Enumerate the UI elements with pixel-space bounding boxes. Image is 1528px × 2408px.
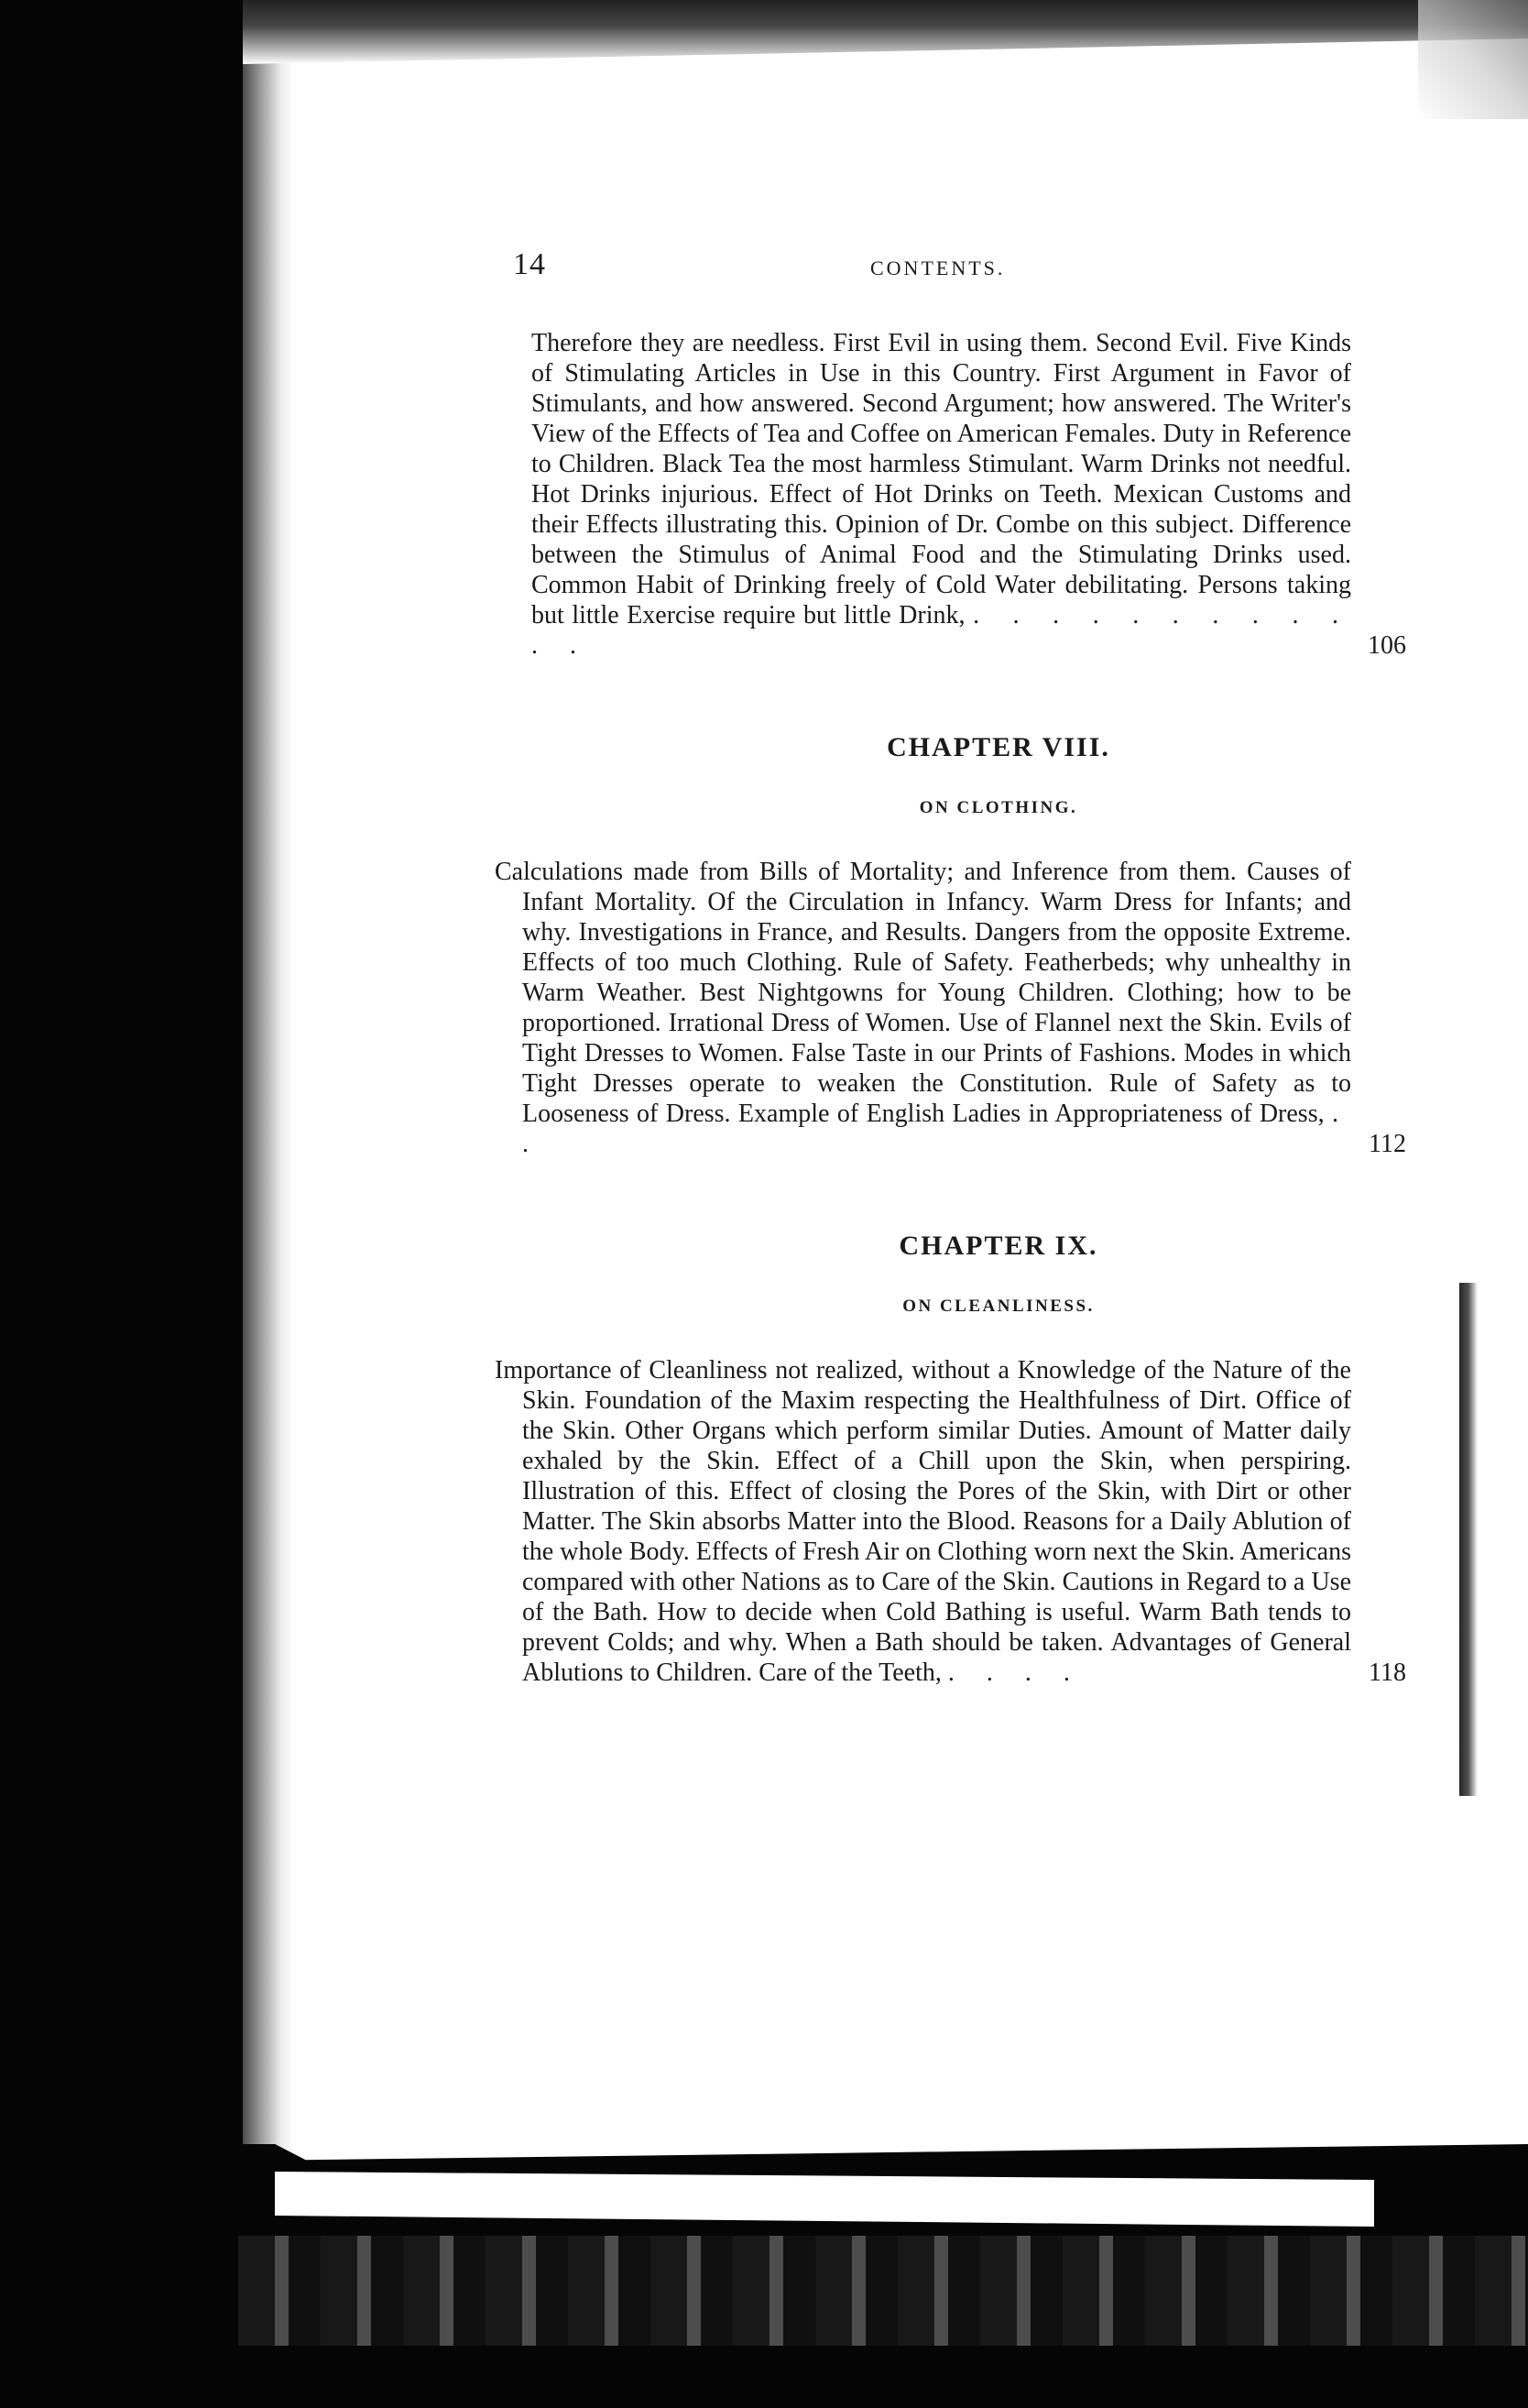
page-number: 14 [513,247,546,281]
toc-page-ref: 118 [1369,1658,1406,1687]
dot-leaders: . . . . . . . . . . . . [531,601,1352,660]
dot-leaders: . . [522,1100,1351,1158]
chapter-subtitle: ON CLEANLINESS. [902,1297,1095,1316]
chapter-heading: CHAPTER VIII. [887,732,1110,762]
dot-leaders: . . . . [947,1658,1083,1687]
toc-page-ref: 112 [1369,1130,1406,1158]
scan-bottom-texture [238,2236,1528,2346]
toc-entry-text: Therefore they are needless. First Evil in using them. Second Evil. Five Kinds of Stimulating Articles in Use in this Country. First Argument in Favor of Stimulants, and how answered. Second Argument; how answered. The Writer's View of the Effects of Tea and Coffee on American Females. Duty in Reference to Children. Black Tea the most harmless Stimulant. Warm Drinks not needful. Hot Drinks injurious. Effect of Hot Drinks on Teeth. Mexican Customs and their Effects illustrating this. Opinion of Dr. Combe on this subject. Difference between the Stimulus of Animal Food and the Stimulating Drinks used. Common Habit of Drinking freely of Cold Water debilitating. Persons taking but little Exercise require but little Drink, [531,329,1351,629]
chapter-heading: CHAPTER IX. [899,1231,1098,1261]
toc-page-ref: 106 [1368,631,1406,660]
scan-top-edge [243,0,1528,64]
running-head [495,247,1383,293]
toc-entry [495,1355,1406,1688]
book-page [495,247,1406,1688]
running-title: CONTENTS. [870,257,1006,279]
scan-binding-gradient [243,0,293,2408]
chapter-subtitle: ON CLOTHING. [919,798,1078,817]
toc-entry-text: Calculations made from Bills of Mortality; and Inference from them. Causes of Infant Mortality. Of the Circulation in Infancy. Warm Dress for Infants; and why. Investigations in France, and Results. Dangers from the opposite Extreme. Effects of too much Clothing. Rule of Safety. Featherbeds; why unhealthy in Warm Weather. Best Nightgowns for Young Children. Clothing; how to be proportioned. Irrational Dress of Women. Use of Flannel next the Skin. Evils of Tight Dresses to Women. False Taste in our Prints of Fashions. Modes in which Tight Dresses operate to weaken the Constitution. Rule of Safety as to Looseness of Dress. Example of English Ladies in Appropriateness of Dress, [495,858,1351,1128]
toc-entry-continued [495,328,1406,661]
scan-top-right-smudge [1418,0,1528,119]
toc-entry-text: Importance of Cleanliness not realized, without a Knowledge of the Nature of the Skin. Foundation of the Maxim respecting the Healthfulness of Dirt. Office of the Skin. Other Organs which perform similar Duties. Amount of Matter daily exhaled by the Skin. Effect of a Chill upon the Skin, when perspiring. Illustration of this. Effect of closing the Pores of the Skin, with Dirt or other Matter. The Skin absorbs Matter into the Blood. Reasons for a Daily Ablution of the whole Body. Effects of Fresh Air on Clothing worn next the Skin. Americans compared with other Nations as to Care of the Skin. Cautions in Regard to a Use of the Bath. How to decide when Cold Bathing is useful. Warm Bath tends to prevent Colds; and why. When a Bath should be taken. Advantages of General Ablutions to Children. Care of the Teeth, [495,1356,1351,1687]
scan-binding-shadow [0,0,243,2408]
toc-entry [495,857,1406,1159]
scan-right-edge-marks [1459,1283,1478,1796]
